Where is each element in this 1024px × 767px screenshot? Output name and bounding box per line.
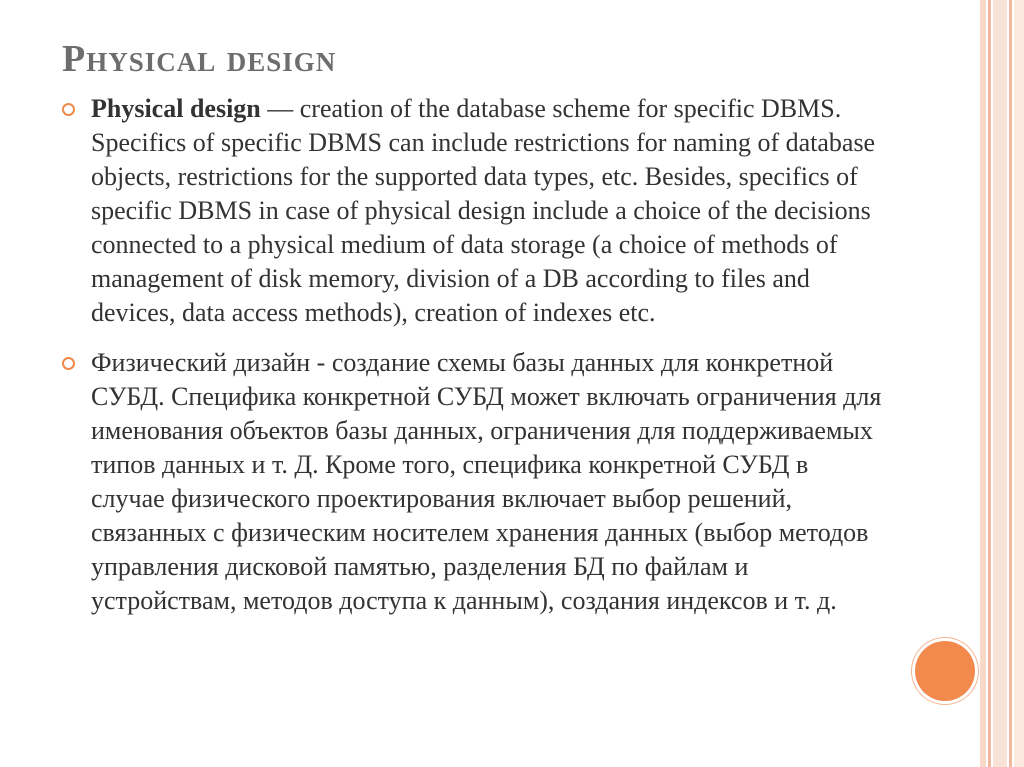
slide-title: Physical design [62,38,337,80]
bullet-item-english [62,92,882,330]
stripe [980,0,986,767]
bullet-item-russian [62,346,882,618]
bullet-text: — creation of the database scheme for specific DBMS. Specifics of specific DBMS can include restrictions for naming of database objects, restrictions for the supported data types, etc. Besides, specifics of specific DBMS in case of physical design include a choice of the decisions connected to a physical medium of data storage (a choice of methods of management of disk memory, division of a DB according to files and devices, data access methods), creation of indexes etc. [91,94,876,327]
decorative-circle [915,641,975,701]
stripe [993,0,1007,767]
bullet-circle-icon [62,357,75,370]
stripe [1014,0,1024,767]
stripe [988,0,991,767]
bullet-circle-icon [62,103,75,116]
bullet-term: Physical design [91,94,261,123]
decorative-stripes [980,0,1024,767]
bullet-text: Физический дизайн - создание схемы базы данных для конкретной СУБД. Специфика конкретной СУБД может включать ограничения для именования объектов базы данных, ограничения для поддерживаемых типов данных и т. Д. Кроме того, специфика конкретной СУБД в случае физического проектирования включает выбор решений, связанных с физическим носителем хранения данных (выбор методов управления дисковой памятью, разделения БД по файлам и устройствам, методов доступа к данным), создания индексов и т. д. [91,348,882,615]
stripe [1009,0,1012,767]
bullet-list [62,92,882,634]
